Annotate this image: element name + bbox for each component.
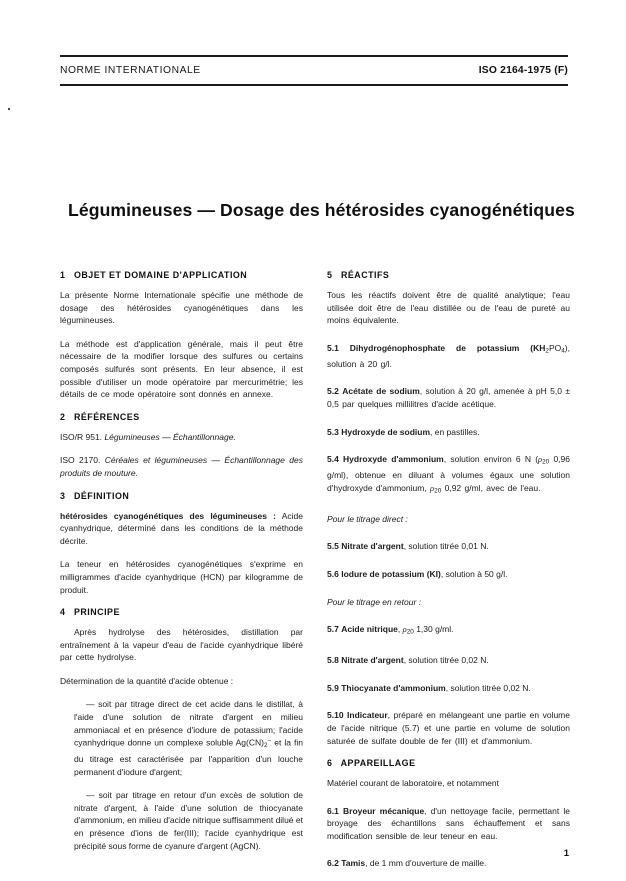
apparatus-6-2-rest: , de 1 mm d'ouverture de maille. (365, 858, 487, 869)
section-title-2: RÉFÉRENCES (73, 411, 140, 422)
reagent-5-9-rest: , solution titrée 0,02 N. (445, 682, 531, 693)
page-number: 1 (563, 848, 569, 859)
left-column (60, 270, 303, 881)
reference-item-2 (60, 454, 303, 479)
apparatus-6-1-name: Broyeur mécanique (343, 805, 425, 816)
reagent-5-2-number: 5.2 (327, 386, 339, 397)
reagent-5-2-rest: , solution à 20 g/l, amenée à pH 5,0 ± 0,5 par quelques millilitres d'acide acétique. (327, 386, 571, 409)
apparatus-item-6-2 (327, 857, 570, 870)
reagent-5-1-sub1: 2 (545, 347, 549, 355)
section-number-5: 5 (327, 270, 333, 280)
body-columns (60, 270, 570, 881)
section4-bullet-1 (74, 698, 303, 778)
section-heading-3 (60, 491, 303, 501)
reagent-5-4-rest-c: 0,92 g/ml, avec de l'eau. (441, 482, 541, 493)
header-row (60, 57, 568, 83)
reagent-5-1-formula-pre: (KH (519, 342, 546, 353)
section-heading-1 (60, 270, 303, 280)
section4-para1: Après hydrolyse des hétérosides, distillation par entraînement à la vapeur d'eau de l'acide cyanhydrique libéré par cette hydrolyse. (60, 627, 303, 663)
reagent-item-5-8 (327, 654, 570, 667)
apparatus-6-1-rest: , d'un nettoyage facile, permettant le broyage des échantillons sans échauffement et sans modification sensible de leur teneur en eau. (327, 805, 570, 841)
reagent-5-7-number: 5.7 (327, 624, 339, 635)
reagent-5-8-rest: , solution titrée 0,02 N. (403, 655, 489, 666)
reagent-5-7-rest-b: 1,30 g/ml. (413, 624, 454, 635)
reagent-5-8-number: 5.8 (327, 655, 339, 666)
section-heading-5 (327, 270, 570, 280)
section-title-6: APPAREILLAGE (340, 758, 416, 769)
definition-text: Acide cyanhydrique, déterminé dans les conditions de la méthode décrite. (60, 510, 303, 546)
apparatus-6-2-number: 6.2 (327, 858, 339, 869)
subheading-titrage-direct: Pour le titrage direct : (327, 513, 408, 524)
reagent-5-4-rho-1: ρ (538, 454, 543, 465)
reagent-item-5-9 (327, 682, 570, 695)
reagent-5-7-rho: ρ (402, 624, 407, 635)
bullet-1-text-a: — soit par titrage direct de cet acide dans le distillat, à l'aide d'une solution de nitrate d'argent en milieu ammoniacal et en présence d'iodure de potassium; l'acide cyanhydrique donne un complexe soluble Ag(CN) (74, 699, 303, 748)
reagent-5-4-rho-2: ρ (430, 482, 435, 493)
reagent-5-1-formula-mid: PO (548, 342, 562, 353)
reagent-5-2-name: Acétate de sodium (342, 386, 420, 397)
reagent-5-1-name: Dihydrogénophosphate de potassium (349, 342, 520, 353)
section6-intro: Matériel courant de laboratoire, et notamment (327, 778, 499, 789)
section3-definition (60, 510, 303, 548)
reagent-5-3-name: Hydroxyde de sodium (341, 426, 431, 437)
header-standard-type: NORME INTERNATIONALE (60, 65, 201, 77)
document-header (60, 55, 568, 86)
reagent-5-10-name: Indicateur (347, 710, 388, 721)
bullet-1-superscript: − (267, 738, 272, 746)
section3-para2: La teneur en hétérosides cyanogénétiques s'exprime en milligrammes d'acide cyanhydrique (HCN) par kilogramme de produit. (60, 559, 303, 595)
reagent-5-5-rest: , solution titrée 0,01 N. (403, 541, 489, 552)
apparatus-6-1-number: 6.1 (327, 805, 339, 816)
reagent-item-5-6 (327, 568, 570, 581)
reagent-5-6-number: 5.6 (327, 568, 339, 579)
section-heading-6 (327, 758, 570, 768)
section-number-4: 4 (60, 607, 66, 618)
reagent-5-10-rest: , préparé en mélangeant une partie en volume de l'acide nitrique (5.7) et une partie en volume de solution saturée de sulfate double de fer (III) et d'ammonium. (327, 710, 570, 746)
reference-1-code: ISO/R 951. (60, 431, 103, 442)
subheading-titrage-retour: Pour le titrage en retour : (327, 596, 422, 607)
reagent-5-5-number: 5.5 (327, 541, 339, 552)
section1-para2: La méthode est d'application générale, mais il peut être nécessaire de la modifier lorsque des sulfures ou certains composés sulfurés sont présents. En leur absence, il est possible d'utiliser un mode opératoire par mercurimétrie; les détails de ce mode opératoire sont donnés en annexe. (60, 338, 303, 400)
section5-intro: Tous les réactifs doivent être de qualité analytique; l'eau utilisée doit être de l'eau distillée ou de l'eau de pureté au moins équivalente. (327, 290, 570, 326)
section4-para2: Détermination de la quantité d'acide obtenue : (60, 675, 234, 686)
reagent-5-7-name: Acide nitrique (341, 624, 398, 635)
reference-2-code: ISO 2170. (60, 455, 101, 466)
section-title-3: DÉFINITION (73, 490, 130, 501)
reagent-5-6-rest: , solution à 50 g/l. (440, 568, 508, 579)
reagent-5-3-rest: , en pastilles. (430, 426, 480, 437)
reagent-5-4-rest-a: , solution environ 6 N ( (443, 454, 539, 465)
reference-2-title: Céréales et légumineuses — Échantillonnage des produits de mouture. (60, 455, 303, 478)
reagent-5-9-name: Thiocyanate d'ammonium (341, 682, 446, 693)
section-title-4: PRINCIPE (73, 607, 120, 618)
definition-term: hétérosides cyanogénétiques des légumineuses : (60, 510, 277, 521)
page-title: Légumineuses — Dosage des hétérosides cyanogénétiques (68, 199, 575, 220)
reagent-item-5-2 (327, 385, 570, 410)
reagent-5-1-number: 5.1 (327, 342, 339, 353)
reagent-item-5-7 (327, 623, 570, 639)
reagent-item-5-5 (327, 540, 570, 553)
section-number-2: 2 (60, 411, 66, 422)
header-rule-bottom (60, 84, 568, 86)
section1-para1: La présente Norme Internationale spécifie une méthode de dosage des hétérosides cyanogénétiques dans les légumineuses. (60, 290, 303, 326)
section-number-1: 1 (60, 270, 66, 280)
reference-1-title: Légumineuses — Échantillonnage. (104, 431, 236, 442)
apparatus-6-2-name: Tamis (341, 858, 366, 869)
reagent-5-4-rho-1-sub: 20 (542, 458, 550, 466)
reagent-5-10-number: 5.10 (327, 710, 344, 721)
reagent-5-3-number: 5.3 (327, 426, 339, 437)
reagent-5-8-name: Nitrate d'argent (341, 655, 404, 666)
edge-registration-mark (8, 108, 10, 110)
reference-item-1 (60, 431, 303, 444)
reagent-5-4-rest-b: 0,96 g/ml), obtenue en diluant à volumes égaux une solution d'hydroxyde d'ammonium, (327, 454, 570, 493)
apparatus-item-6-1 (327, 805, 570, 843)
section-number-3: 3 (60, 490, 66, 501)
reagent-5-4-number: 5.4 (327, 454, 339, 465)
reagent-5-1-formula-post: ), (564, 342, 570, 353)
section-title-5: RÉACTIFS (340, 270, 390, 280)
reagent-item-5-10 (327, 709, 570, 747)
reagent-5-7-rest-a: , (397, 624, 403, 635)
section-title-1: OBJET ET DOMAINE D'APPLICATION (73, 270, 248, 280)
reagent-5-4-name: Hydroxyde d'ammonium (343, 454, 444, 465)
reagent-5-4-rho-2-sub: 20 (434, 487, 442, 495)
bullet-1-subscript: 2 (263, 742, 268, 750)
section-heading-2 (60, 412, 303, 422)
reagent-5-9-number: 5.9 (327, 682, 339, 693)
reagent-5-1-rest: solution à 20 g/l. (327, 358, 392, 369)
right-column (327, 270, 570, 881)
section-number-6: 6 (327, 758, 333, 769)
section-heading-4 (60, 607, 303, 617)
reagent-5-1-sub2: 4 (561, 347, 565, 355)
reagent-item-5-1 (327, 342, 570, 371)
reagent-item-5-4 (327, 453, 570, 498)
reagent-item-5-3 (327, 426, 570, 439)
reagent-5-7-rho-sub: 20 (406, 628, 414, 636)
header-standard-number: ISO 2164-1975 (F) (478, 65, 568, 77)
reagent-5-5-name: Nitrate d'argent (341, 541, 404, 552)
bullet-1-text-b: et la fin du titrage est caractérisée par l'apparition d'un louche permanent d'iodure d'argent; (74, 737, 303, 777)
reagent-5-6-name: Iodure de potassium (KI) (341, 568, 441, 579)
section4-bullet-2: — soit par titrage en retour d'un excès de solution de nitrate d'argent, à l'aide d'une solution de thiocyanate d'ammonium, en milieu d'acide nitrique suffisamment dilué et en présence d'ions de fer(III); l'acide cyanhydrique est précipité sous forme de cyanure d'argent (AgCN). (74, 790, 303, 851)
